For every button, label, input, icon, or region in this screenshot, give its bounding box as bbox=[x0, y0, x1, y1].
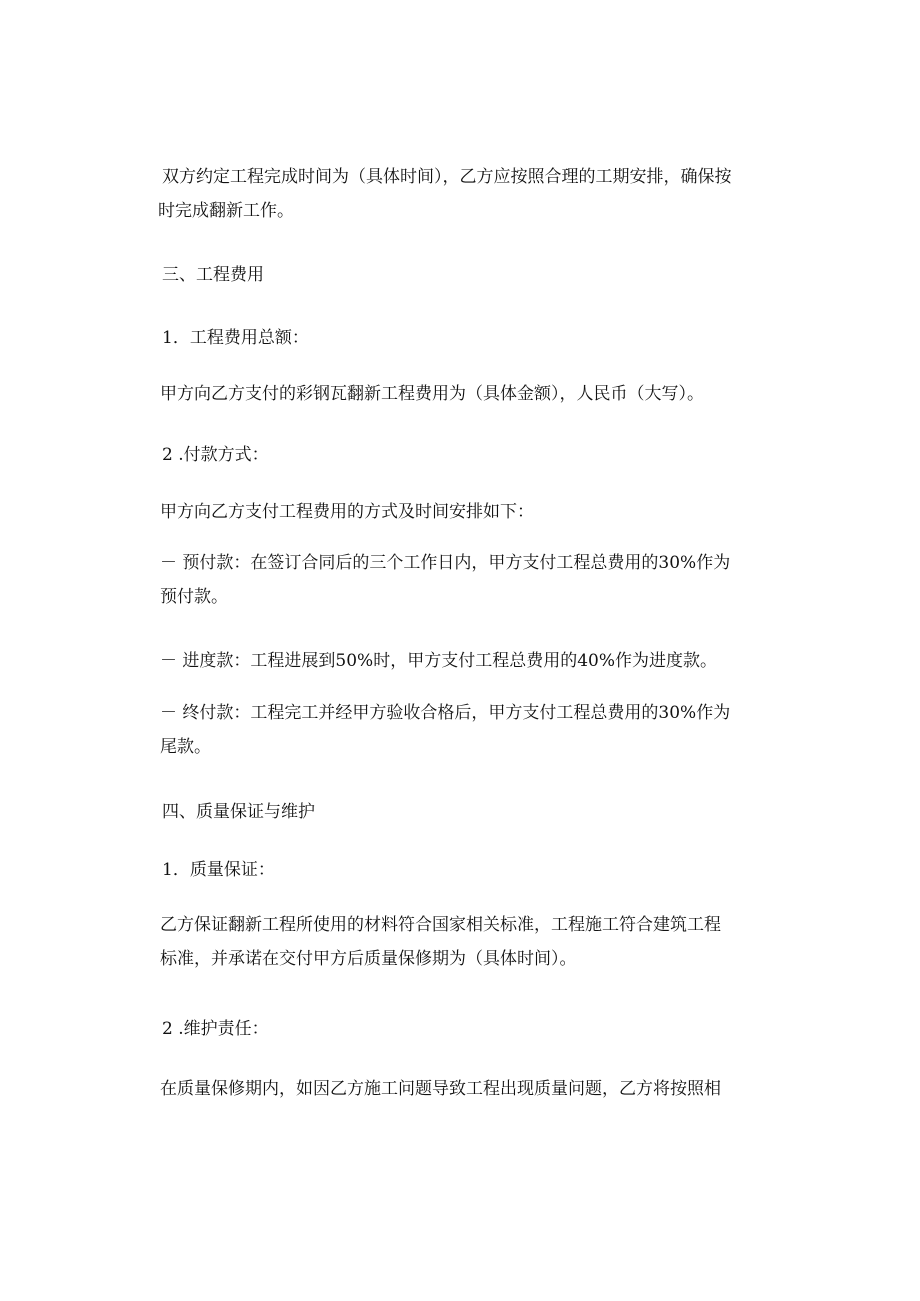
list-item-progress-payment bbox=[160, 644, 717, 678]
text-line: － 终付款：工程完工并经甲方验收合格后，甲方支付工程总费用的30%作为 bbox=[160, 703, 731, 723]
text-line: 甲方向乙方支付工程费用的方式及时间安排如下： bbox=[160, 502, 534, 522]
clause-payment-method bbox=[162, 438, 269, 472]
text-line: 在质量保修期内，如因乙方施工问题导致工程出现质量问题，乙方将按照相 bbox=[160, 1079, 721, 1099]
clause-text: 1．质量保证： bbox=[162, 860, 275, 880]
paragraph-payment-schedule bbox=[160, 495, 534, 529]
clause-text: 2 .付款方式： bbox=[162, 445, 269, 465]
clause-maintenance bbox=[162, 1012, 269, 1046]
text-line: 时完成翻新工作。 bbox=[158, 201, 294, 221]
list-item-final-payment bbox=[160, 696, 730, 764]
clause-text: 2 .维护责任： bbox=[162, 1019, 269, 1039]
heading-text: 三、工程费用 bbox=[162, 265, 264, 285]
clause-quality-guarantee bbox=[162, 853, 275, 887]
list-item-prepayment bbox=[160, 546, 730, 614]
paragraph-completion-time bbox=[160, 160, 732, 228]
paragraph-maintenance bbox=[160, 1072, 721, 1106]
text-line: － 预付款：在签订合同后的三个工作日内，甲方支付工程总费用的30%作为 bbox=[160, 553, 731, 573]
paragraph-total-amount bbox=[160, 377, 704, 411]
text-line: 双方约定工程完成时间为（具体时间），乙方应按照合理的工期安排，确保按 bbox=[162, 167, 732, 187]
clause-total-cost bbox=[162, 321, 309, 355]
clause-text: 1．工程费用总额： bbox=[162, 328, 309, 348]
text-line: 甲方向乙方支付的彩钢瓦翻新工程费用为（具体金额），人民币（大写）。 bbox=[160, 384, 704, 404]
text-line: 预付款。 bbox=[160, 587, 228, 607]
section-heading-cost bbox=[162, 258, 264, 292]
heading-text: 四、质量保证与维护 bbox=[162, 802, 315, 822]
paragraph-quality-guarantee bbox=[160, 908, 721, 976]
section-heading-quality bbox=[162, 795, 315, 829]
text-line: 尾款。 bbox=[160, 737, 211, 757]
text-line: 标准，并承诺在交付甲方后质量保修期为（具体时间）。 bbox=[160, 949, 577, 969]
text-line: 乙方保证翻新工程所使用的材料符合国家相关标准，工程施工符合建筑工程 bbox=[160, 915, 721, 935]
text-line: － 进度款：工程进展到50%时，甲方支付工程总费用的40%作为进度款。 bbox=[160, 651, 717, 671]
